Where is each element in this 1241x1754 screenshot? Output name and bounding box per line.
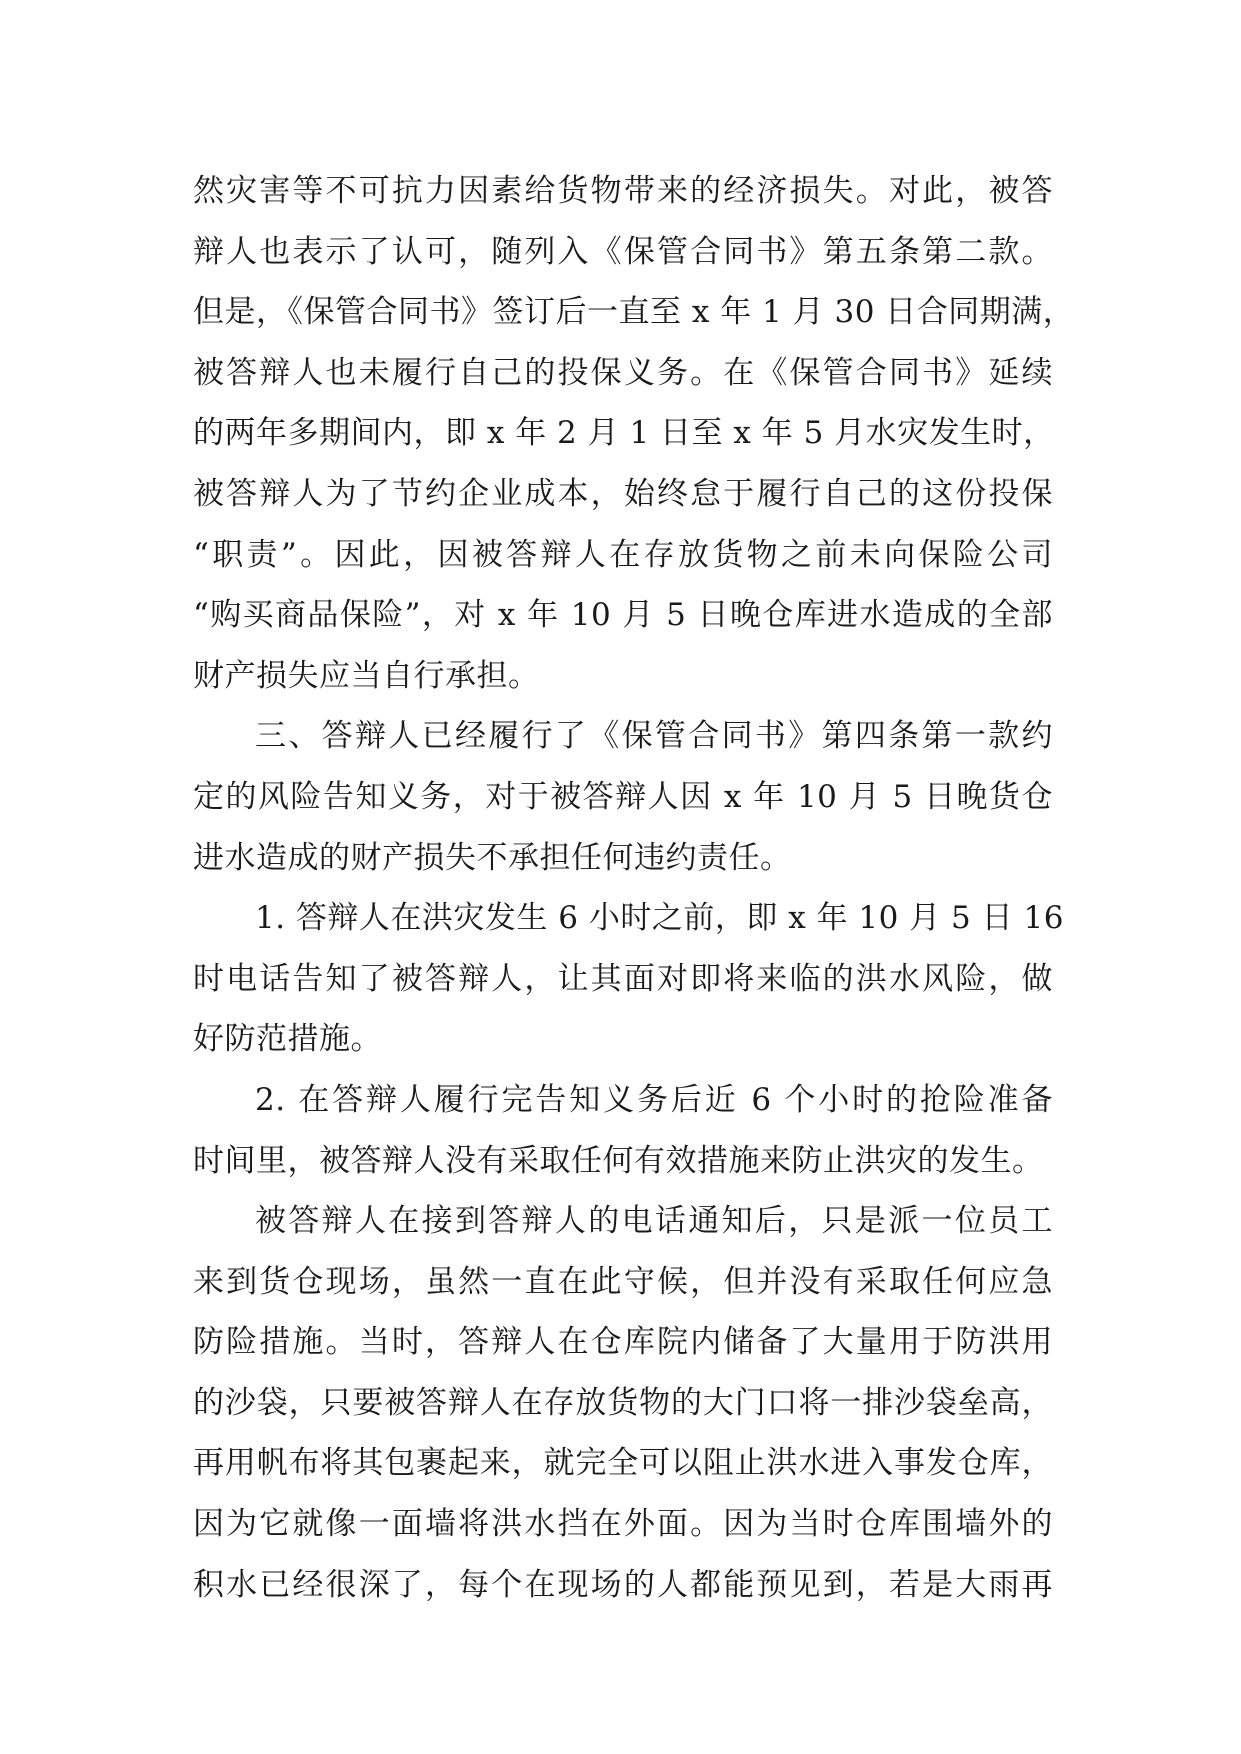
text-line: 但是，《保管合同书》签订后一直至 x 年 1 月 30 日合同期满， xyxy=(193,294,1075,331)
text-line: 进水造成的财产损失不承担任何违约责任。 xyxy=(193,839,792,876)
text-line: 因为它就像一面墙将洪水挡在外面。因为当时仓库围墙外的 xyxy=(193,1506,1053,1543)
text-line: 时电话告知了被答辩人，让其面对即将来临的洪水风险，做 xyxy=(193,960,1053,997)
text-line: 的两年多期间内，即 x 年 2 月 1 日至 x 年 5 月水灾发生时， xyxy=(193,415,1055,452)
text-line: 被答辩人在接到答辩人的电话通知后，只是派一位员工 xyxy=(255,1203,1053,1240)
text-line: 财产损失应当自行承担。 xyxy=(193,657,540,694)
text-line: 被答辩人也未履行自己的投保义务。在《保管合同书》延续 xyxy=(193,354,1053,391)
text-line: “职责”。因此，因被答辩人在存放货物之前未向保险公司 xyxy=(193,536,1053,573)
text-line: 2. 在答辩人履行完告知义务后近 6 个小时的抢险准备 xyxy=(255,1081,1053,1118)
text-line: 定的风险告知义务，对于被答辩人因 x 年 10 月 5 日晚货仓 xyxy=(193,778,1053,815)
text-line: 被答辩人为了节约企业成本，始终怠于履行自己的这份投保 xyxy=(193,475,1053,512)
text-line: 的沙袋，只要被答辩人在存放货物的大门口将一排沙袋垒高， xyxy=(193,1384,1053,1421)
text-line: 辩人也表示了认可，随列入《保管合同书》第五条第二款。 xyxy=(193,233,1053,270)
text-line: 然灾害等不可抗力因素给货物带来的经济损失。对此，被答 xyxy=(193,173,1053,209)
document-body xyxy=(193,161,1075,1615)
text-line: “购买商品保险”，对 x 年 10 月 5 日晚仓库进水造成的全部 xyxy=(193,597,1053,634)
text-line: 1. 答辩人在洪灾发生 6 小时之前，即 x 年 10 月 5 日 16 xyxy=(255,900,1064,937)
text-line: 积水已经很深了，每个在现场的人都能预见到，若是大雨再 xyxy=(193,1566,1053,1603)
text-line: 好防范措施。 xyxy=(193,1021,382,1058)
text-line: 来到货仓现场，虽然一直在此守候，但并没有采取任何应急 xyxy=(193,1263,1053,1300)
text-line: 防险措施。当时，答辩人在仓库院内储备了大量用于防洪用 xyxy=(193,1324,1053,1361)
text-line: 时间里，被答辩人没有采取任何有效措施来防止洪灾的发生。 xyxy=(193,1142,1044,1179)
text-line: 三、答辩人已经履行了《保管合同书》第四条第一款约 xyxy=(255,718,1053,755)
text-line: 再用帆布将其包裹起来，就完全可以阻止洪水进入事发仓库， xyxy=(193,1445,1053,1482)
